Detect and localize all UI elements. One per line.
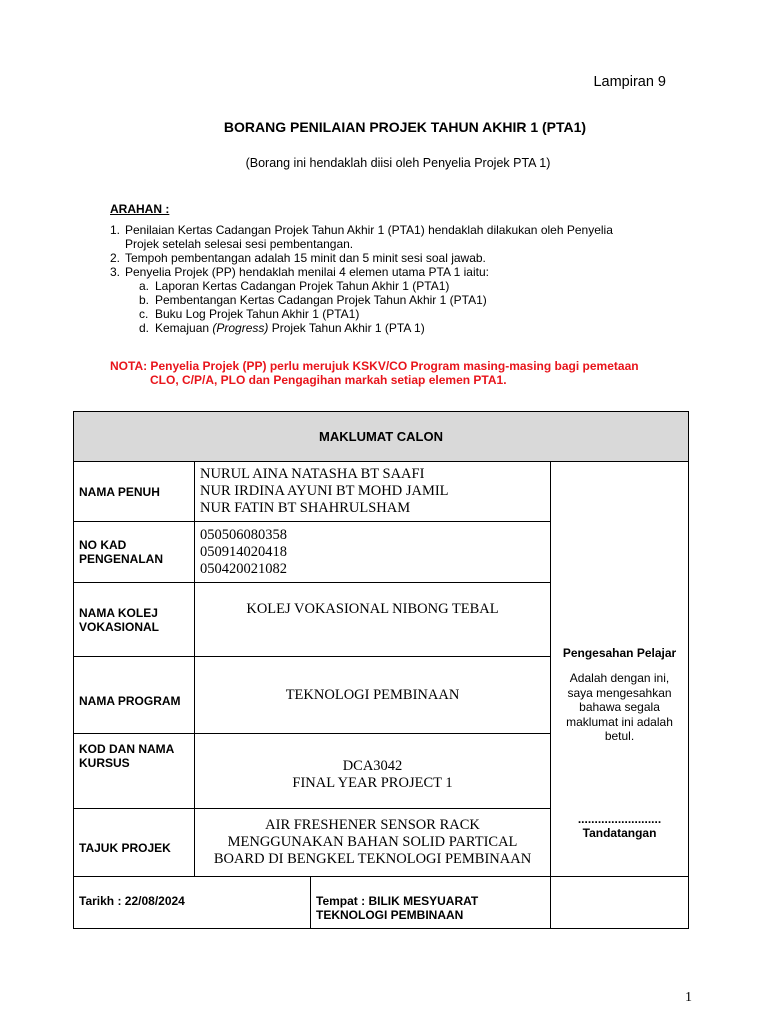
candidate-info-table <box>73 411 689 929</box>
label-kursus: KOD DAN NAMA KURSUS <box>74 734 195 809</box>
empty-cell <box>551 877 689 929</box>
pengesahan-heading: Pengesahan Pelajar <box>562 646 677 660</box>
instruction-1-line2: Projek setelah selesai sesi pembentangan. <box>125 237 354 251</box>
label-nama-kolej: NAMA KOLEJ VOKASIONAL <box>74 583 195 657</box>
form-subtitle: (Borang ini hendaklah diisi oleh Penyelia Projek PTA 1) <box>245 156 551 170</box>
label-nama-program: NAMA PROGRAM <box>74 657 195 734</box>
arahan-heading: ARAHAN : <box>110 202 170 216</box>
label-no-kad: NO KAD PENGENALAN <box>74 522 195 583</box>
tarikh-field: Tarikh : 22/08/2024 <box>74 877 311 929</box>
form-title: BORANG PENILAIAN PROJEK TAHUN AKHIR 1 (PTA1) <box>223 119 587 135</box>
pengesahan-body: Adalah dengan ini, saya mengesahkan bahawa segala maklumat ini adalah betul. <box>566 671 673 743</box>
value-nama-program: TEKNOLOGI PEMBINAAN <box>195 657 551 734</box>
value-kursus: DCA3042 FINAL YEAR PROJECT 1 <box>195 734 551 809</box>
value-tajuk-projek: AIR FRESHENER SENSOR RACK MENGGUNAKAN BAHAN SOLID PARTICAL BOARD DI BENGKEL TEKNOLOGI PEMBINAAN <box>195 809 551 877</box>
nota-note: NOTA: Penyelia Projek (PP) perlu merujuk KSKV/CO Program masing-masing bagi pemetaan CLO, C/P/A, PLO dan Pengagihan markah setiap elemen PTA1. <box>110 359 639 387</box>
section-title: MAKLUMAT CALON <box>74 412 689 462</box>
value-no-kad: 050506080358 050914020418 050420021082 <box>195 522 551 583</box>
signature-line: ......................... <box>577 812 662 826</box>
pengesahan-pelajar-cell <box>551 462 689 877</box>
label-tajuk-projek: TAJUK PROJEK <box>74 809 195 877</box>
lampiran-label: Lampiran 9 <box>593 74 666 90</box>
tempat-field: Tempat : BILIK MESYUARAT TEKNOLOGI PEMBINAAN <box>311 877 551 929</box>
signature-label: Tandatangan <box>582 826 657 840</box>
label-nama-penuh: NAMA PENUH <box>74 462 195 522</box>
value-nama-penuh: NURUL AINA NATASHA BT SAAFI NUR IRDINA AYUNI BT MOHD JAMIL NUR FATIN BT SHAHRULSHAM <box>195 462 551 522</box>
page-number: 1 <box>685 990 692 1005</box>
value-nama-kolej: KOLEJ VOKASIONAL NIBONG TEBAL <box>195 583 551 657</box>
